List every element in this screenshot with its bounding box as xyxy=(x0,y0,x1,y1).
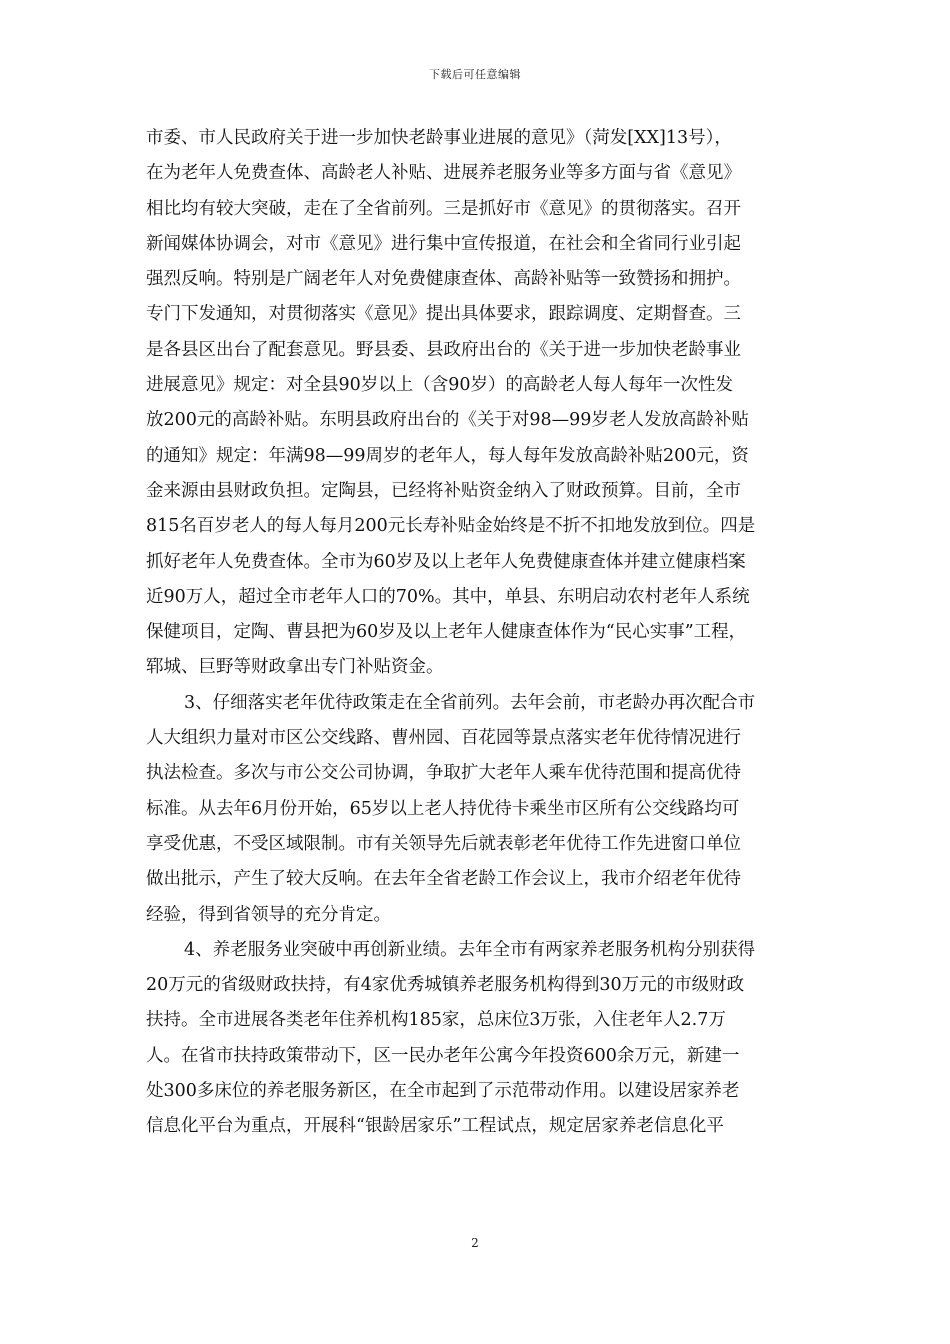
paragraph-line: 信息化平台为重点，开展科“银龄居家乐”工程试点，规定居家养老信息化平 xyxy=(146,1116,724,1137)
paragraph-line: 郓城、巨野等财政拿出专门补贴资金。 xyxy=(146,657,444,678)
paragraph-line: 抓好老年人免费查体。全市为60岁及以上老年人免费健康查体并建立健康档案 xyxy=(146,551,746,572)
paragraph-line: 是各县区出台了配套意见。野县委、县政府出台的《关于进一步加快老龄事业 xyxy=(146,339,741,360)
paragraph-line: 保健项目，定陶、曹县把为60岁及以上老年人健康查体作为“民心实事”工程， xyxy=(146,622,747,643)
paragraph-line: 经验，得到省领导的充分肯定。 xyxy=(146,904,391,925)
paragraph-line: 进展意见》规定：对全县90岁以上（含90岁）的高龄老人每人每年一次性发 xyxy=(146,375,734,396)
paragraph xyxy=(146,121,808,686)
paragraph-line: 扶持。全市进展各类老年住养机构185家，总床位3万张，入住老年人2.7万 xyxy=(146,1010,726,1031)
paragraph-line: 20万元的省级财政扶持，有4家优秀城镇养老服务机构得到30万元的市级财政 xyxy=(146,975,745,996)
paragraph-line: 新闻媒体协调会，对市《意见》进行集中宣传报道，在社会和全省同行业引起 xyxy=(146,233,741,254)
paragraph-line: 享受优惠，不受区域限制。市有关领导先后就表彰老年优待工作先进窗口单位 xyxy=(146,833,741,854)
paragraph-line: 做出批示，产生了较大反响。在去年全省老龄工作会议上，我市介绍老年优待 xyxy=(146,869,741,890)
paragraph xyxy=(146,933,808,1145)
paragraph-line: 在为老年人免费查体、高龄老人补贴、进展养老服务业等多方面与省《意见》 xyxy=(146,163,741,184)
paragraph-line: 放200元的高龄补贴。东明县政府出台的《关于对98—99岁老人发放高龄补贴 xyxy=(146,410,749,431)
paragraph-line: 4、养老服务业突破中再创新业绩。去年全市有两家养老服务机构分别获得 xyxy=(184,939,756,960)
paragraph-line: 标准。从去年6月份开始，65岁以上老人持优待卡乘坐市区所有公交线路均可 xyxy=(146,798,740,819)
paragraph-line: 市委、市人民政府关于进一步加快老龄事业进展的意见》（菏发[XX]13号）， xyxy=(146,128,732,148)
paragraph-line: 人。在省市扶持政策带动下，区一民办老年公寓今年投资600余万元，新建一 xyxy=(146,1045,740,1066)
page-header: 下载后可任意编辑 xyxy=(429,68,521,81)
paragraph-line: 的通知》规定：年满98—99周岁的老年人，每人每年发放高龄补贴200元，资 xyxy=(146,445,749,466)
page-number: 2 xyxy=(471,1236,479,1250)
paragraph xyxy=(146,686,808,933)
paragraph-line: 专门下发通知，对贯彻落实《意见》提出具体要求，跟踪调度、定期督查。三 xyxy=(146,304,741,325)
paragraph-line: 3、仔细落实老年优待政策走在全省前列。去年会前，市老龄办再次配合市 xyxy=(184,692,756,713)
paragraph-line: 相比均有较大突破，走在了全省前列。三是抓好市《意见》的贯彻落实。召开 xyxy=(146,198,741,219)
paragraph-line: 处300多床位的养老服务新区，在全市起到了示范带动作用。以建设居家养老 xyxy=(146,1081,740,1102)
paragraph-line: 人大组织力量对市区公交线路、曹州园、百花园等景点落实老年优待情况进行 xyxy=(146,728,741,749)
document-body xyxy=(146,121,808,1145)
paragraph-line: 强烈反响。特别是广阔老年人对免费健康查体、高龄补贴等一致赞扬和拥护。 xyxy=(146,269,741,290)
paragraph-line: 执法检查。多次与市公交公司协调，争取扩大老年人乘车优待范围和提高优待 xyxy=(146,763,741,784)
paragraph-line: 金来源由县财政负担。定陶县，已经将补贴资金纳入了财政预算。目前，全市 xyxy=(146,480,741,501)
paragraph-line: 近90万人，超过全市老年人口的70%。其中，单县、东明启动农村老年人系统 xyxy=(146,586,750,607)
paragraph-line: 815名百岁老人的每人每月200元长寿补贴金始终是不折不扣地发放到位。四是 xyxy=(146,516,756,537)
